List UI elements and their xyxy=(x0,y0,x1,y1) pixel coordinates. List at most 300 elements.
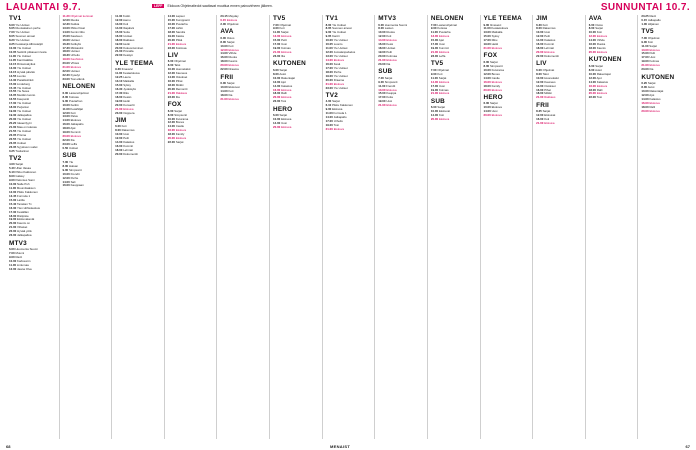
program-time: 20.00 xyxy=(220,63,228,68)
program-time: 11.00 xyxy=(325,111,333,116)
program-title: Futurama xyxy=(491,67,504,72)
program-time: 13.00 xyxy=(9,65,17,70)
program-title: Soita xyxy=(123,29,130,34)
program-entry xyxy=(641,23,687,26)
program-time: 18.00 xyxy=(167,82,176,87)
program-title: Kotiosa xyxy=(68,94,79,99)
program-title: Syksy xyxy=(491,34,500,39)
program-time: 14.00 xyxy=(115,140,123,145)
program-time: 15.40 xyxy=(9,201,17,206)
program-title: Pikku Kakkonen xyxy=(17,189,38,194)
program-title: Elokuva xyxy=(333,126,344,131)
program-time: 21.00 xyxy=(641,63,649,68)
program-title: Parakkolinkit xyxy=(17,77,34,82)
program-title: Kotikylä xyxy=(70,41,81,46)
program-title: Koti xyxy=(596,30,602,35)
program-time: 15.00 xyxy=(483,34,491,39)
program-title: Elokuvat xyxy=(228,85,240,89)
program-time: 16.00 xyxy=(273,87,281,92)
program-title: Yle Uutiset xyxy=(15,22,30,27)
program-time: 10.00 xyxy=(62,171,70,176)
program-time: 16.00 xyxy=(588,42,597,47)
program-time: 14.00 xyxy=(273,83,281,88)
channel-heading: SUB xyxy=(430,97,445,105)
program-time: 7.00 xyxy=(9,251,15,255)
program-time: 23.25 xyxy=(641,15,649,18)
day-heading-left: LAUANTAI 9.7. xyxy=(6,2,82,13)
program-entry xyxy=(115,112,161,115)
program-time: 13.00 xyxy=(483,30,491,35)
program-title: Hyvää yötä xyxy=(17,229,32,234)
program-time: 12.00 xyxy=(167,71,176,76)
program-time: 8.20 xyxy=(9,38,15,43)
program-time: 21.00 xyxy=(220,96,228,101)
program-time: 9.00 xyxy=(9,178,15,183)
program-title: Elokuva xyxy=(491,105,502,110)
program-time: 11.00 xyxy=(62,106,70,111)
program-title: Puutarha xyxy=(438,30,451,35)
program-time: 16.55 xyxy=(9,97,17,102)
program-time: 17.00 xyxy=(325,119,333,124)
program-time: 6.00 xyxy=(536,67,542,72)
program-title: Puutarhan xyxy=(68,98,83,103)
program-title: Ostos xyxy=(226,35,235,40)
program-time: 13.10 xyxy=(115,79,123,84)
program-title: Kaarteen xyxy=(70,33,83,38)
program-title: Family xyxy=(175,132,185,137)
program-title: Ruoka xyxy=(596,42,606,47)
program-title: Kaupunki xyxy=(17,97,30,102)
program-time: 16.00 xyxy=(641,100,649,105)
program-title: Yle Uutiset xyxy=(333,73,348,78)
program-time: 6.00 xyxy=(430,105,437,110)
program-time: 17.00 xyxy=(483,38,491,43)
program-entry xyxy=(63,184,109,187)
program-entry xyxy=(9,268,56,271)
program-title: Family xyxy=(491,83,501,88)
channel-heading: MTV3 xyxy=(9,239,27,247)
program-time: 14.00 xyxy=(641,96,649,101)
program-time: 14.00 xyxy=(62,179,70,184)
program-title: Tosi xyxy=(333,122,339,127)
program-time: 10.00 xyxy=(536,75,544,80)
program-time: 20.00 xyxy=(588,50,597,55)
program-time: 18.00 xyxy=(115,94,123,99)
program-time: 10.00 xyxy=(273,75,281,80)
program-title: Elokuva xyxy=(649,47,660,52)
program-entry-highlighted xyxy=(484,114,530,117)
program-entry xyxy=(168,141,214,144)
program-time: 16.00 xyxy=(536,42,544,47)
program-time: 18.00 xyxy=(167,29,176,34)
program-time: 10.00 xyxy=(167,116,176,121)
program-title: Rakkaus xyxy=(175,90,188,95)
program-title: Ohjelmat xyxy=(542,67,555,72)
program-time: 20.00 xyxy=(483,87,491,92)
channel-heading: HERO xyxy=(273,105,293,113)
program-time: 19.00 xyxy=(62,130,70,135)
program-time: 9.00 xyxy=(273,26,279,31)
program-title: Uusi xyxy=(438,42,445,47)
program-entry xyxy=(536,55,582,58)
program-time: 11.00 xyxy=(483,26,491,31)
program-time: 23.00 xyxy=(9,233,17,238)
program-title: Kotimaa xyxy=(386,54,397,58)
listing-column xyxy=(111,15,164,439)
program-title: Ralli xyxy=(596,87,603,92)
channel-heading: NELONEN xyxy=(430,15,464,22)
program-time: 2.00 xyxy=(220,21,227,26)
program-time: 9.00 xyxy=(62,98,69,103)
tv-listings-grid xyxy=(6,15,690,439)
program-title: Perhe xyxy=(333,69,342,74)
program-time: 7.00 xyxy=(378,75,384,80)
program-time: 12.00 xyxy=(167,120,176,125)
program-time: 16.00 xyxy=(115,144,123,149)
program-time: 19.00 xyxy=(9,217,17,222)
program-time: 9.00 xyxy=(483,22,490,27)
listing-column xyxy=(216,15,269,439)
program-time: 16.00 xyxy=(167,128,176,133)
program-title: Ruoka xyxy=(228,55,237,60)
program-title: Kalastus xyxy=(596,79,608,84)
program-time: 15.00 xyxy=(378,91,386,96)
program-time: 12.00 xyxy=(536,113,544,118)
program-time: 14.00 xyxy=(325,57,333,62)
program-title: Elokuva xyxy=(491,79,502,84)
program-title: Koti xyxy=(542,22,548,27)
program-time: 6.00 xyxy=(273,67,279,72)
program-title: Talot xyxy=(174,63,181,68)
program-title: Elokuvat xyxy=(438,109,451,114)
program-title: Kummit xyxy=(70,130,81,135)
program-title: Kyselyt xyxy=(70,73,80,78)
program-time: 23.05 xyxy=(9,140,17,145)
program-title: Kalastus xyxy=(281,83,293,88)
program-title: Castle xyxy=(175,124,185,129)
program-title: Hetki xyxy=(123,41,130,46)
program-title: Elokuva xyxy=(596,34,608,39)
program-title: Sarjat xyxy=(647,81,656,86)
program-entry-highlighted xyxy=(484,89,530,92)
program-time: 23.15 xyxy=(220,15,228,18)
program-time: 9.05 xyxy=(325,34,332,39)
program-title: Sarjat xyxy=(489,59,498,64)
program-title: Elokuva xyxy=(333,57,344,62)
listing-column xyxy=(269,15,322,439)
program-time: 19.30 xyxy=(9,113,17,118)
program-time: 18.30 xyxy=(62,53,70,58)
program-time: 20.00 xyxy=(641,108,649,113)
program-title: Kaunis xyxy=(228,59,238,64)
program-title: Autot xyxy=(595,67,602,72)
program-title: Elokuva xyxy=(386,57,397,62)
listing-column xyxy=(374,15,427,439)
program-title: Perjantai xyxy=(17,105,29,110)
program-title: Kesäsarja Albiosteljöt xyxy=(15,42,43,47)
program-title: Pihat xyxy=(544,87,551,92)
program-time: 12.00 xyxy=(9,189,17,194)
program-time: 15.00 xyxy=(115,29,123,34)
program-title: Bones xyxy=(491,71,500,76)
program-time: 6.05 xyxy=(9,26,15,31)
program-title: Yle xyxy=(68,159,74,164)
program-time: 23.00 xyxy=(115,110,123,115)
program-title: Maa on tulessa xyxy=(17,124,37,129)
program-title: Ruotsalainen perhe xyxy=(15,26,41,31)
program-time: 12.00 xyxy=(62,17,70,22)
program-time: 19.00 xyxy=(9,109,17,114)
program-title: Elokuva xyxy=(438,50,450,55)
program-time: 23.00 xyxy=(167,45,176,50)
program-time: 13.15 xyxy=(9,69,17,74)
program-time: 20.00 xyxy=(378,54,386,58)
program-time: 13.00 xyxy=(378,87,386,92)
program-title: Koti xyxy=(123,21,129,26)
program-time: 18.00 xyxy=(115,37,123,42)
program-title: Kantrisalkka xyxy=(16,57,33,62)
program-title: Syksy xyxy=(123,82,131,87)
program-time: 12.00 xyxy=(536,79,544,84)
program-time: 9.30 xyxy=(115,67,121,72)
program-title: Karlssonin xyxy=(17,258,31,263)
program-title: Ajot xyxy=(649,92,655,97)
program-entry-highlighted xyxy=(220,98,266,101)
program-title: Jalkapalloa xyxy=(17,233,32,238)
program-time: 12.00 xyxy=(483,71,491,76)
program-title: Castle xyxy=(491,75,500,80)
program-time: 18.00 xyxy=(62,49,70,54)
program-title: Haluan xyxy=(68,163,79,168)
program-title: Ostokset xyxy=(175,75,188,80)
program-time: 13.00 xyxy=(430,34,439,39)
program-time: 20.00 xyxy=(588,91,597,96)
program-title: Ilmaveivi xyxy=(489,22,502,27)
program-title: Yle Uutiset xyxy=(17,117,31,121)
program-title: Yle Uutiset xyxy=(17,65,31,70)
program-title: Kotia xyxy=(386,95,393,100)
program-time: 12.00 xyxy=(62,110,70,115)
program-time: 8.00 xyxy=(325,22,332,27)
program-time: 15.00 xyxy=(273,38,281,43)
program-time: 20.00 xyxy=(115,45,123,50)
program-title: Elokuva xyxy=(491,113,502,118)
program-time: 6.00 xyxy=(167,59,174,64)
program-time: 20.00 xyxy=(9,221,17,226)
program-title: Elokuva xyxy=(226,17,238,22)
program-title: Ralli xyxy=(649,104,656,109)
program-title: Sarjat xyxy=(279,113,288,118)
program-time: 8.00 xyxy=(167,63,174,68)
program-title: Urheilu xyxy=(70,53,80,58)
program-title: Kukkia xyxy=(70,21,80,26)
program-title: Yle Uutiset xyxy=(333,85,348,90)
program-time: 8.05 xyxy=(9,34,15,39)
banner-tag: LEFF xyxy=(154,4,163,8)
program-title: Kesähiljat xyxy=(70,106,83,111)
program-title: Kolmas xyxy=(438,87,449,92)
program-title: Tosi elämä xyxy=(70,77,85,81)
program-time: 14.00 xyxy=(167,15,176,18)
program-time: 16.00 xyxy=(588,83,597,88)
program-title: Uutiset xyxy=(70,69,80,74)
program-title: Ostos xyxy=(595,22,603,27)
program-time: 23.00 xyxy=(62,142,70,147)
program-title: Elokuva xyxy=(386,87,397,92)
channel-heading: YLE TEEMA xyxy=(115,59,154,67)
program-time: 10.00 xyxy=(641,88,649,93)
program-time: 19.00 xyxy=(483,42,491,47)
channel-heading: SUB xyxy=(62,152,77,160)
program-title: Sarjat xyxy=(279,67,288,72)
program-time: 8.00 xyxy=(378,26,384,31)
program-time: 19.00 xyxy=(273,46,281,51)
program-title: Jalkapallo xyxy=(647,17,661,22)
program-entry-highlighted xyxy=(431,92,477,95)
program-time: 22.00 xyxy=(220,67,228,72)
program-title: Jalkapallo xyxy=(333,115,347,120)
channel-heading: NELONEN xyxy=(62,83,96,91)
program-time: 14.00 xyxy=(430,79,439,84)
program-title: Keittiö xyxy=(70,102,79,107)
listing-column xyxy=(532,15,585,439)
program-title: Laura xyxy=(123,75,131,80)
program-time: 10.00 xyxy=(9,182,17,187)
program-time: 14.00 xyxy=(588,79,597,84)
channel-heading: TV1 xyxy=(9,15,22,22)
program-entry-highlighted xyxy=(431,118,477,121)
program-title: Lindeberg xyxy=(17,81,30,86)
program-title: Elokuva xyxy=(438,91,450,96)
program-title: Lasten xyxy=(384,26,394,31)
program-title: Seitinlit pitkaseni riesta xyxy=(17,50,47,55)
program-title: Ajot xyxy=(280,79,286,84)
program-time: 12.00 xyxy=(273,79,281,84)
program-title: Elokuva xyxy=(228,96,239,101)
program-title: Sarjat xyxy=(489,101,498,106)
program-time: 19.00 xyxy=(378,50,386,55)
program-title: Kummit xyxy=(438,46,449,51)
program-title: Elokuva xyxy=(70,65,81,70)
program-time: 14.00 xyxy=(483,75,491,80)
program-time: 15.00 xyxy=(62,33,70,38)
program-time: 12.00 xyxy=(115,17,123,22)
program-time: 15.00 xyxy=(167,17,176,22)
program-title: Elokuva xyxy=(596,91,608,96)
program-title: Elokuva xyxy=(281,34,292,39)
program-title: Kauneus xyxy=(544,79,556,84)
program-time: 17.30 xyxy=(9,209,17,214)
program-title: Leffa xyxy=(70,142,77,147)
channel-heading: TV2 xyxy=(9,154,22,162)
program-title: Ruoka xyxy=(70,17,79,22)
program-time: 20.00 xyxy=(167,37,176,42)
program-time: 5.40 xyxy=(9,166,15,171)
channel-heading: SUB xyxy=(378,68,393,76)
program-time: 21.00 xyxy=(273,50,281,55)
program-entry xyxy=(589,96,635,99)
program-entry xyxy=(168,96,214,99)
program-time: 6.00 xyxy=(167,108,174,113)
program-title: Elokuvat xyxy=(544,113,556,118)
program-title: Mayday xyxy=(228,15,239,18)
program-title: Huonekalut xyxy=(544,75,559,80)
program-time: 10.00 xyxy=(9,258,17,263)
program-title: Sarjat xyxy=(437,105,445,110)
program-time: 11.00 xyxy=(641,43,649,48)
program-title: Galaxy xyxy=(15,174,25,179)
program-title: Elokuva xyxy=(491,46,502,51)
program-time: 8.00 xyxy=(9,174,15,179)
program-time: 7.00 xyxy=(430,67,437,72)
program-title: Sarjat xyxy=(226,39,235,44)
program-title: Lintumaa xyxy=(16,262,29,267)
program-time: 22.00 xyxy=(273,99,281,104)
program-time: 11.00 xyxy=(9,54,17,58)
program-time: 21.00 xyxy=(9,225,17,230)
notice-banner xyxy=(152,4,273,8)
program-time: 6.10 xyxy=(325,103,332,108)
program-time: 11.00 xyxy=(430,75,438,80)
program-time: 13.55 xyxy=(9,73,17,78)
program-time: 21.00 xyxy=(325,126,333,131)
program-time: 6.00 xyxy=(220,35,227,40)
program-title: Pihat xyxy=(175,79,183,84)
program-title: Bones xyxy=(175,120,185,125)
program-time: 12.30 xyxy=(62,21,70,26)
program-title: Sarjat xyxy=(226,81,235,86)
program-title: Kolmas xyxy=(281,46,291,51)
program-time: 22.00 xyxy=(62,138,70,143)
program-time: 10.05 xyxy=(9,50,17,55)
program-title: Sarjat xyxy=(595,26,603,31)
channel-heading: AVA xyxy=(588,15,602,22)
program-title: Elokuva xyxy=(281,50,292,55)
program-title: Rakentajat xyxy=(649,88,664,93)
program-time: 13.45 xyxy=(9,193,17,198)
program-time: 12.15 xyxy=(9,61,17,66)
program-title: Jalkapallo xyxy=(70,122,84,127)
program-title: Elokuva xyxy=(228,63,239,68)
program-time: 15.00 xyxy=(115,82,123,87)
program-title: Ilta xyxy=(649,67,654,72)
program-time: 15.45 xyxy=(9,85,17,90)
program-title: Muumi xyxy=(15,251,25,255)
program-entry xyxy=(9,234,56,237)
program-time: 14.00 xyxy=(167,124,176,129)
program-title: Vihreä xyxy=(70,61,79,66)
program-time: 16.00 xyxy=(62,37,70,42)
program-time: 18.00 xyxy=(536,91,544,96)
program-title: Kemin liitto xyxy=(70,29,85,34)
program-time: 14.00 xyxy=(588,38,597,43)
program-title: Kesäyö xyxy=(123,53,133,58)
program-time: 21.00 xyxy=(430,91,439,96)
program-title: Koti xyxy=(647,39,653,44)
program-time: 8.00 xyxy=(588,67,595,72)
program-time: 11.05 xyxy=(9,57,17,62)
program-entry xyxy=(273,55,319,58)
channel-heading: LIV xyxy=(167,51,179,59)
program-title: Mökki xyxy=(544,91,552,96)
program-title: Yle Uutiset xyxy=(15,30,30,35)
program-title: Simpsonit xyxy=(68,167,82,172)
program-title: Yle Uutiset xyxy=(332,30,347,35)
program-title: Elokuva xyxy=(281,125,292,129)
program-entry xyxy=(220,23,266,26)
program-title: Elokuva xyxy=(332,107,343,112)
program-time: 6.00 xyxy=(483,101,490,106)
